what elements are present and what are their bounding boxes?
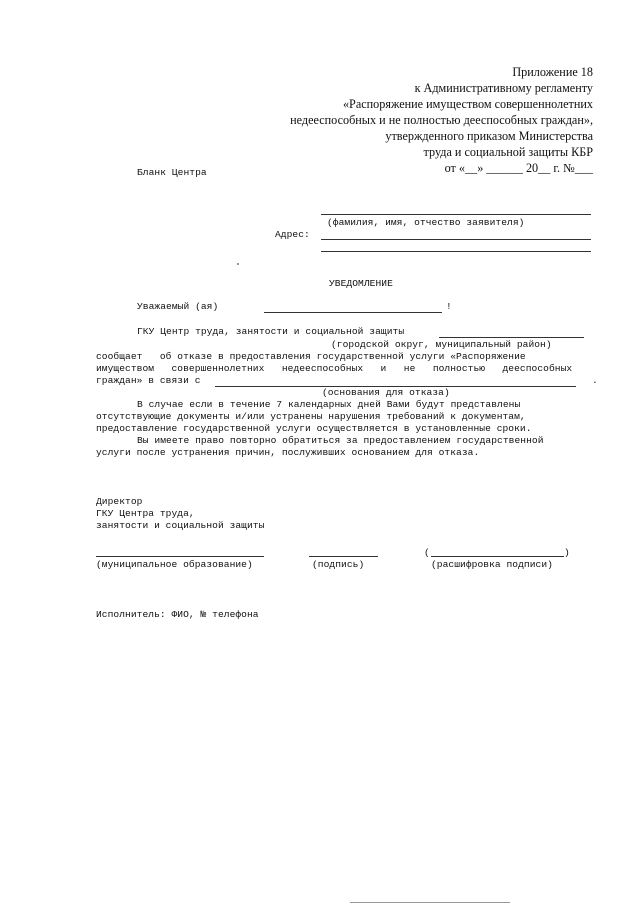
address-line-2 (321, 251, 591, 252)
decoding-paren-close: ) (564, 547, 570, 558)
resubmission-paragraph-line: предоставление государственной услуги осуществляется в установленные сроки. (96, 423, 532, 434)
scan-artifact (350, 902, 510, 903)
refusal-paragraph-end: . (592, 375, 598, 386)
resubmission-paragraph-line: отсутствующие документы и/или устранены нарушения требований к документам, (96, 411, 526, 422)
notice-title: УВЕДОМЛЕНИЕ (329, 278, 393, 289)
address-label: Адрес: (275, 229, 310, 240)
appendix-header (233, 64, 593, 176)
decoding-paren-open: ( (424, 547, 430, 558)
addressee-name-line (264, 312, 442, 313)
center-letterhead-label: Бланк Центра (137, 167, 207, 178)
signature-caption: (подпись) (312, 559, 365, 570)
refusal-paragraph-line: граждан» в связи с (96, 375, 201, 386)
header-line: Приложение 18 (512, 65, 593, 79)
refusal-paragraph-line: сообщает об отказе в предоставления государственной услуги «Распоряжение (96, 351, 526, 362)
decoding-caption: (расшифровка подписи) (431, 559, 553, 570)
appeal-paragraph-line: услуги после устранения причин, послуживших основанием для отказа. (96, 447, 480, 458)
header-line: утвержденного приказом Министерства (385, 129, 593, 143)
municipality-signature-line (96, 556, 264, 557)
scan-speck (237, 263, 239, 265)
greeting: Уважаемый (ая) (137, 301, 219, 312)
header-line: от «__» ______ 20__ г. №___ (444, 161, 593, 175)
signatory-organization: занятости и социальной защиты (96, 520, 265, 531)
signatory-title: Директор (96, 496, 143, 507)
header-line: недееспособных и не полностью дееспособных граждан», (290, 113, 593, 127)
header-line: труда и социальной защиты КБР (423, 145, 593, 159)
center-name-text: ГКУ Центр труда, занятости и социальной защиты (137, 326, 405, 337)
greeting-exclamation: ! (446, 301, 452, 312)
decoding-line (431, 556, 564, 557)
resubmission-paragraph-line: В случае если в течение 7 календарных дней Вами будут представлены (137, 399, 521, 410)
refusal-reason-caption: (основания для отказа) (322, 387, 450, 398)
applicant-name-caption: (фамилия, имя, отчество заявителя) (327, 217, 525, 228)
municipality-caption: (муниципальное образование) (96, 559, 253, 570)
appeal-paragraph-line: Вы имеете право повторно обратиться за предоставлением государственной (137, 435, 544, 446)
municipality-line (439, 337, 584, 338)
signature-line (309, 556, 378, 557)
header-line: «Распоряжение имуществом совершеннолетних (342, 97, 593, 111)
header-line: к Административному регламенту (414, 81, 593, 95)
executor-info: Исполнитель: ФИО, № телефона (96, 609, 259, 620)
refusal-paragraph-line: имуществом совершеннолетних недееспособных и не полностью дееспособных (96, 363, 573, 374)
address-line-1 (321, 239, 591, 240)
applicant-name-line (321, 214, 591, 215)
signatory-organization: ГКУ Центра труда, (96, 508, 195, 519)
municipality-caption: (городской округ, муниципальный район) (331, 339, 552, 350)
